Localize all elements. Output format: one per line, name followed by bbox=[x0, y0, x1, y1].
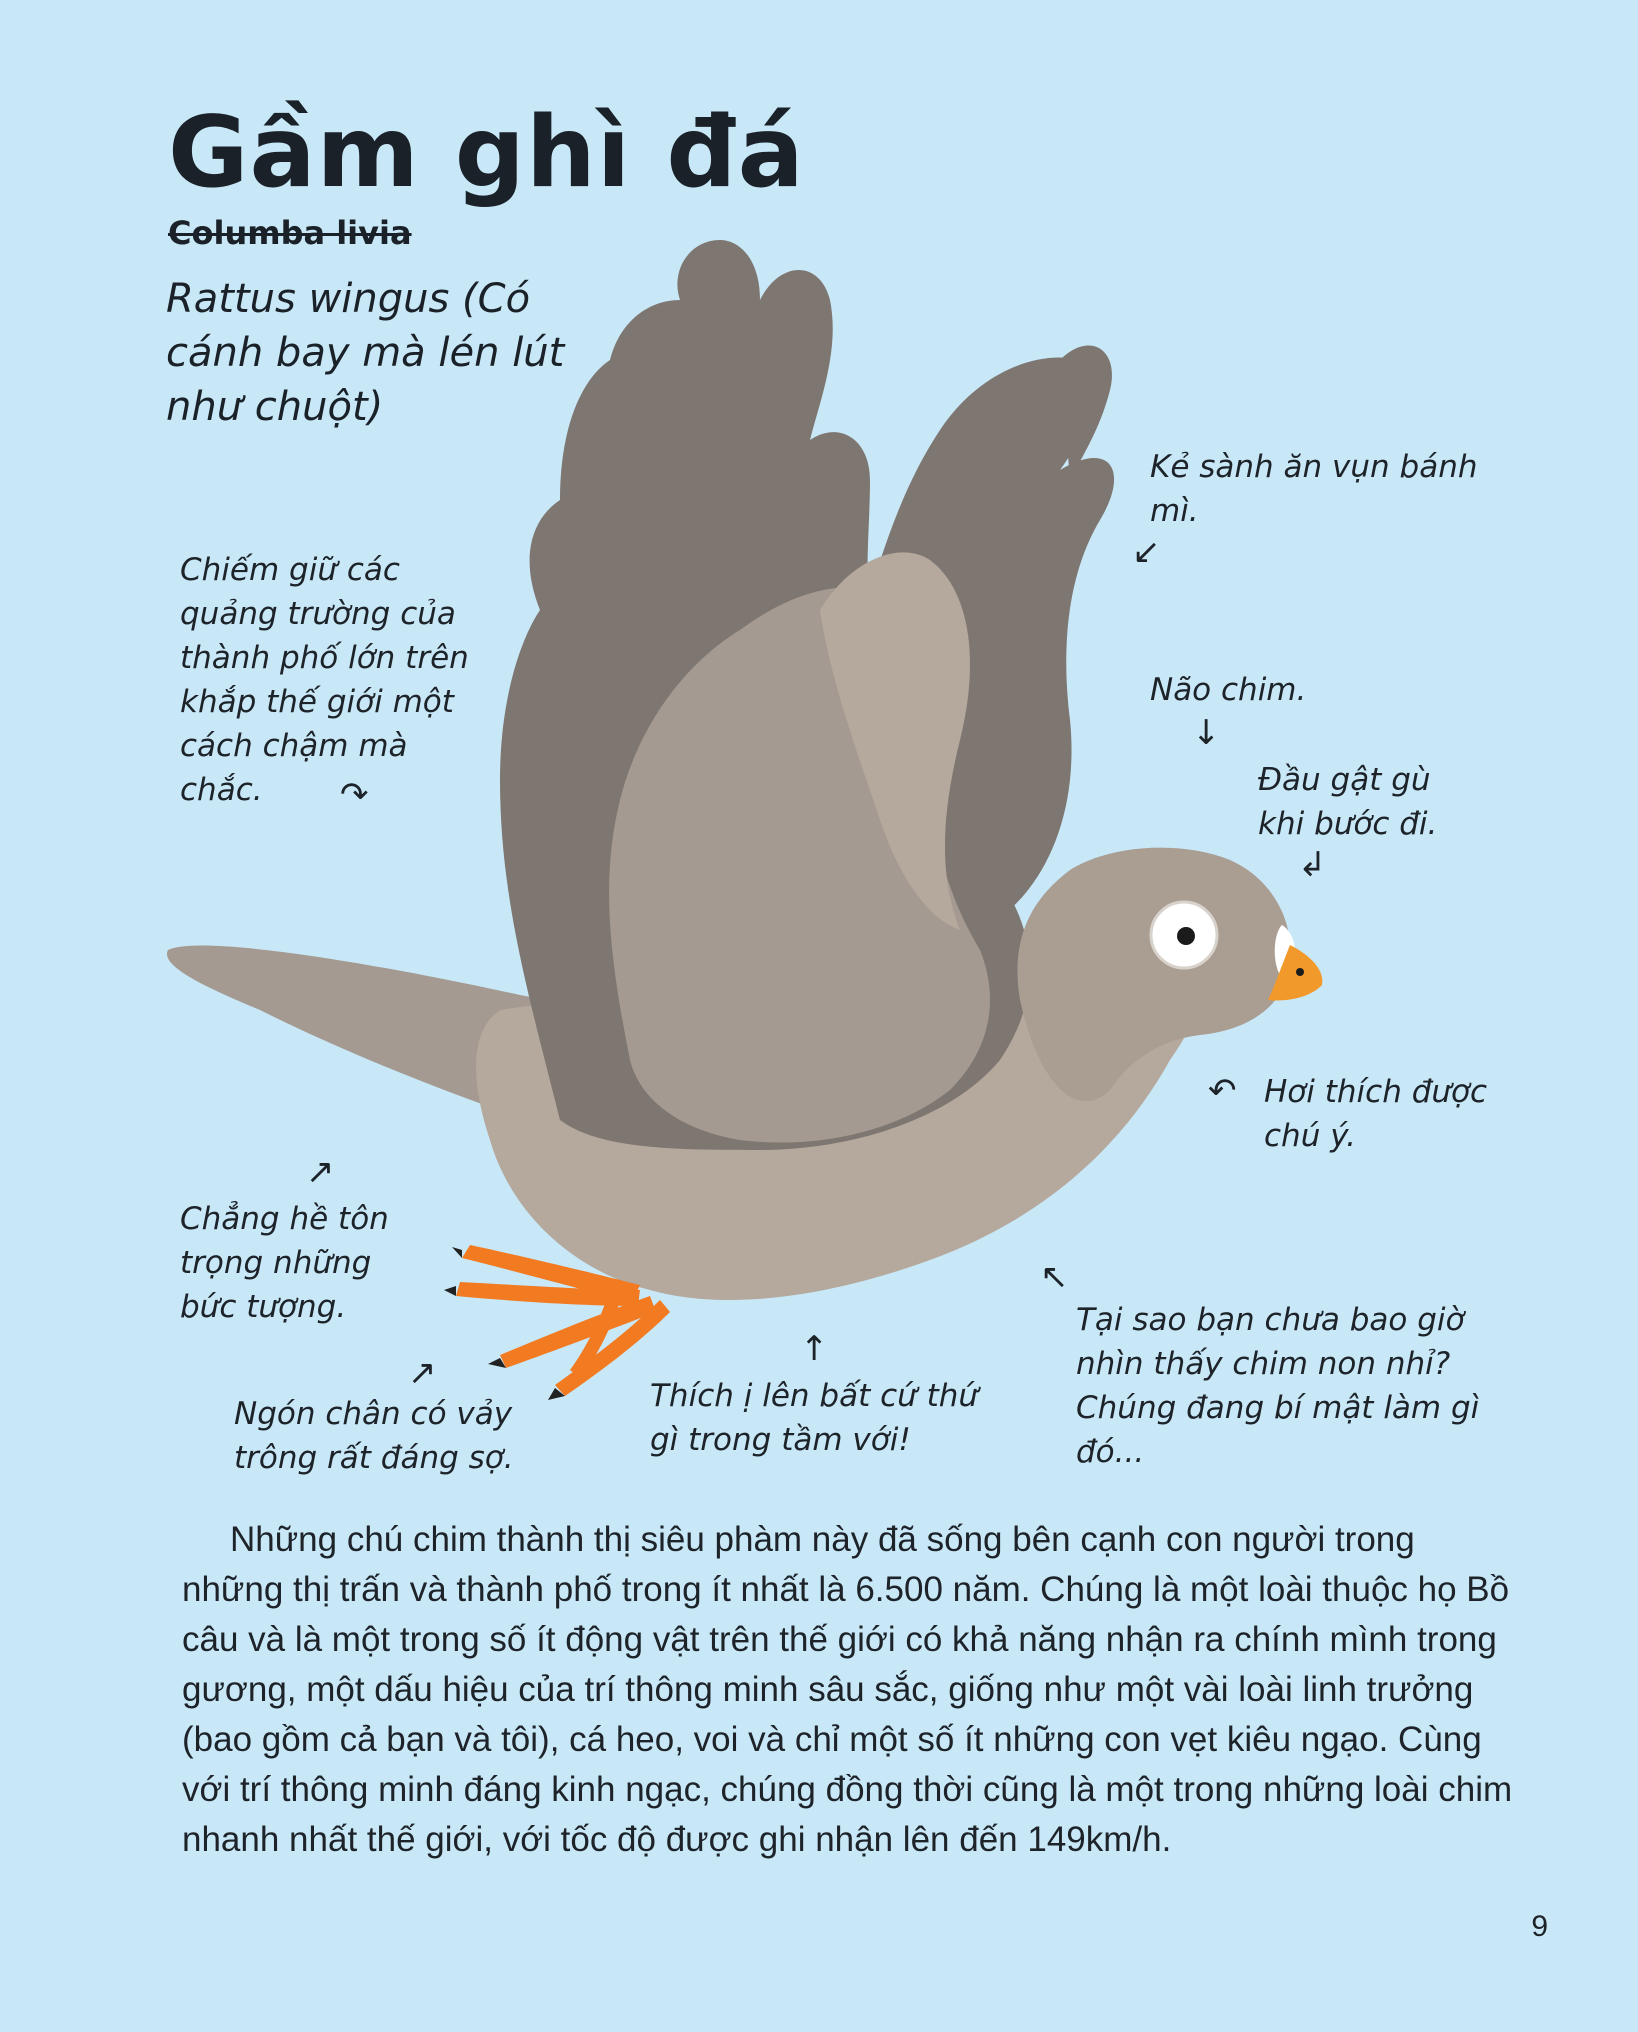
arrow-icon: ↑ bbox=[800, 1329, 829, 1369]
annotation-head: Đầu gật gù khi bước đi. ↲ bbox=[1258, 758, 1478, 882]
arrow-icon: ↗ bbox=[408, 1353, 437, 1393]
annotation-crumbs: Kẻ sành ăn vụn bánh mì. ↙ bbox=[1150, 445, 1480, 569]
annotation-toes: ↗ Ngón chân có vảy trông rất đáng sợ. bbox=[234, 1356, 554, 1480]
scientific-name: Columba livia bbox=[168, 214, 412, 252]
page-number: 9 bbox=[1531, 1910, 1548, 1943]
arrow-icon: ↙ bbox=[1132, 532, 1161, 572]
arrow-icon: ↲ bbox=[1298, 845, 1327, 885]
arrow-icon: ↖ bbox=[1040, 1257, 1069, 1297]
annotation-babies: ↖ Tại sao bạn chưa bao giờ nhìn thấy chim non nhỉ? Chúng đang bí mật làm gì đó... bbox=[1040, 1257, 1480, 1470]
body-paragraph: Những chú chim thành thị siêu phàm này đã sống bên cạnh con người trong những thị trấn và thành phố trong ít nhất là 6.500 năm. Chúng là một loài thuộc họ Bồ câu và là một trong số ít động vật trên thế giới có khả năng nhận ra chính mình trong gương, một dấu hiệu của trí thông minh sâu sắc, giống như một vài loài linh trưởng (bao gồm cả bạn và tôi), cá heo, voi và chỉ một số ít những con vẹt kiêu ngạo. Cùng với trí thông minh đáng kinh ngạc, chúng đồng thời cũng là một trong những loài chim nhanh nhất thế giới, với tốc độ được ghi nhận lên đến 149km/h. bbox=[182, 1520, 1513, 1859]
annotation-statues: ↗ Chẳng hề tôn trọng những bức tượng. bbox=[180, 1155, 420, 1329]
arrow-icon: ↶ bbox=[1208, 1071, 1237, 1111]
annotation-attention: ↶ Hơi thích được chú ý. bbox=[1208, 1071, 1488, 1154]
annotation-brain: Não chim. ↓ bbox=[1150, 668, 1350, 750]
arrow-icon: ↓ bbox=[1192, 713, 1221, 753]
page-title: Gầm ghì đá bbox=[168, 96, 805, 210]
joke-name: Rattus wingus (Có cánh bay mà lén lút như chuột) bbox=[166, 276, 565, 430]
front-wing bbox=[500, 240, 1030, 1150]
annotation-poop: ↑ Thích ị lên bất cứ thứ gì trong tầm với! bbox=[650, 1332, 990, 1462]
arrow-icon: ↷ bbox=[340, 775, 369, 815]
arrow-icon: ↗ bbox=[306, 1152, 335, 1192]
annotation-squares: Chiếm giữ các quảng trường của thành phố lớn trên khắp thế giới một cách chậm mà chắc. ↷ bbox=[180, 548, 480, 812]
